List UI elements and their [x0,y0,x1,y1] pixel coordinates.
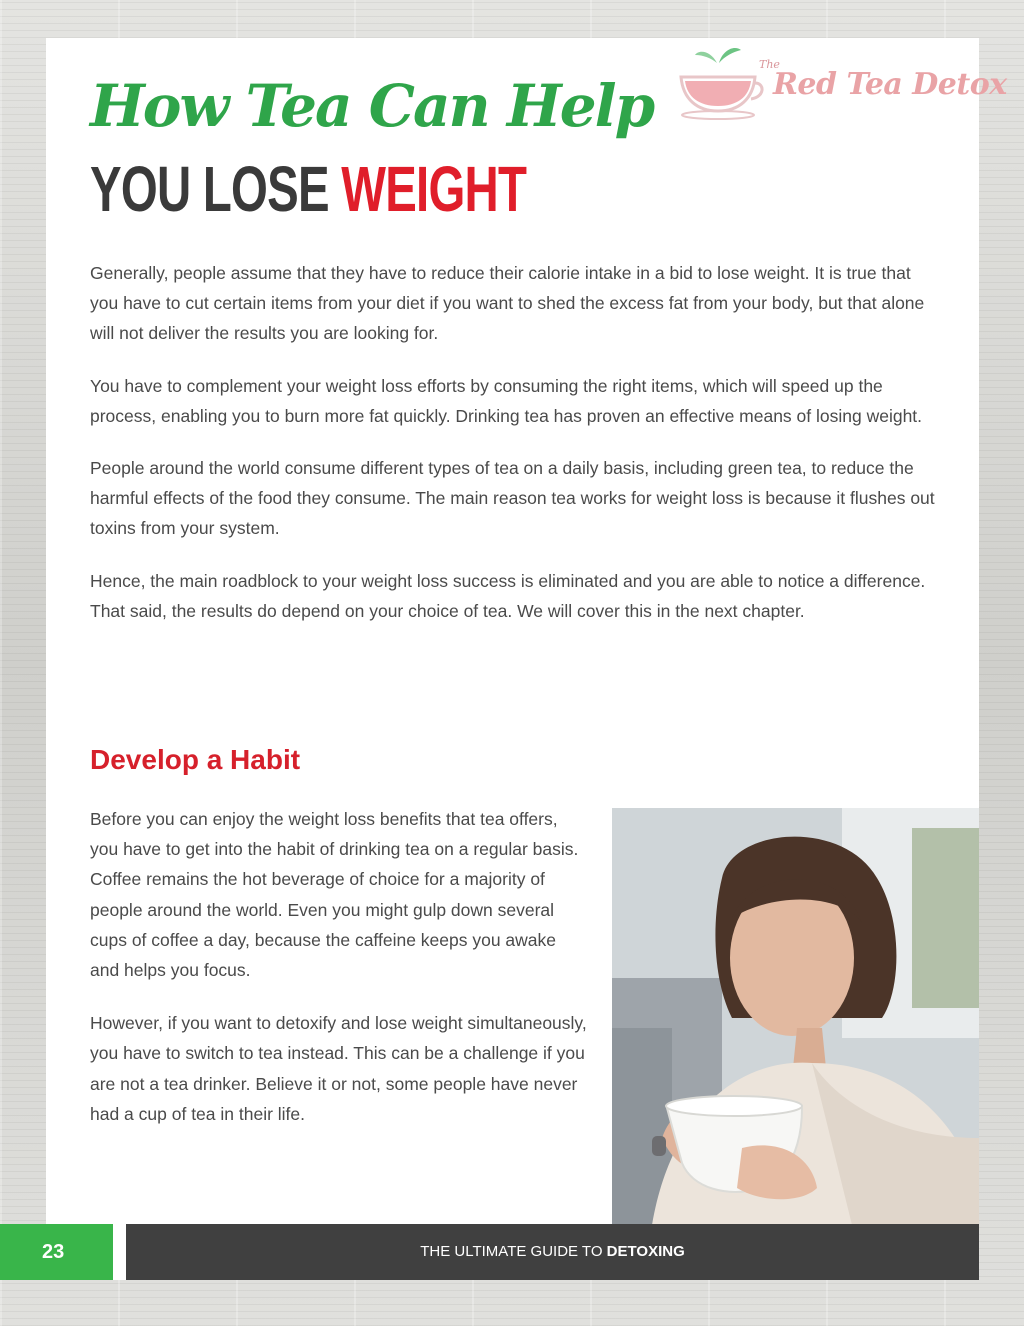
woman-drinking-tea-photo [612,808,979,1225]
footer-guide-title [126,1224,979,1280]
page-number: 23 [0,1224,113,1280]
title-prefix: YOU LOSE [90,153,342,225]
teacup-icon [673,41,773,121]
page-footer [0,1224,1024,1280]
footer-guide-bold: DETOXING [606,1243,685,1260]
intro-paragraph: You have to complement your weight loss efforts by consuming the right items, which will speed up the process, enabling you to burn more fat quickly. Drinking tea has proven an effective means of losing weight. [90,375,923,426]
logo-name-text: Red Tea Detox [773,67,1007,102]
document-page [46,38,1007,1280]
red-tea-detox-logo [673,41,1007,121]
section-paragraph: Before you can enjoy the weight loss benefits that tea offers, you have to get into the habit of drinking tea on a regular basis. Coffee remains the hot beverage of choice for a majority of people around the world. Even you might gulp down several cups of coffee a day, because the caffeine keeps you awake and helps you focus. [90,809,579,981]
title-highlight: WEIGHT [341,153,527,225]
section-heading: Develop a Habit [90,744,301,775]
section-text [90,804,590,1152]
section-paragraph: However, if you want to detoxify and lose weight simultaneously, you have to switch to tea instead. This can be a challenge if you are not a tea drinker. Believe it or not, some people have never had a cup of tea in their life. [90,1013,587,1124]
logo-the-text: The [759,58,780,71]
page-title-line2 [90,153,527,225]
photo-illustration [612,808,979,1225]
intro-text [90,258,940,648]
intro-paragraph: Generally, people assume that they have to reduce their calorie intake in a bid to lose weight. It is true that you have to cut certain items from your diet if you want to shed the excess fat from your body, but that alone will not deliver the results you are looking for. [90,263,925,344]
page-title-line1: How Tea Can Help [90,72,654,140]
intro-paragraph: Hence, the main roadblock to your weight loss success is eliminated and you are able to notice a difference. That said, the results do depend on your choice of tea. We will cover this in the next chapter. [90,570,926,621]
footer-guide-prefix: THE ULTIMATE GUIDE TO [420,1243,607,1260]
intro-paragraph: People around the world consume different types of tea on a daily basis, including green tea, to reduce the harmful effects of the food they consume. The main reason tea works for weight loss is because it flushes out toxins from your system. [90,458,935,539]
